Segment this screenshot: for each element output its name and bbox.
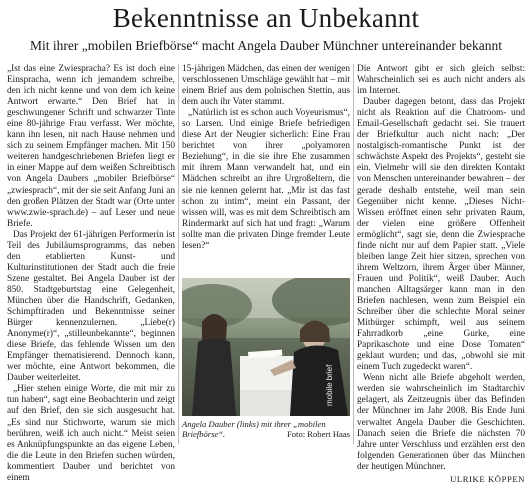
- article-column-2: [182, 64, 350, 252]
- author-byline: ULRIKE KÖPPEN: [450, 473, 525, 484]
- paragraph: „Hier stehen einige Worte, die mit mir zu tun haben“, sagt eine Beobachterin und zeigt auf den Brief, den sie sich ausgesucht hat. „Es sind nur Stichworte, warum sie mich berühren, weiß ich auch nicht.“ Meist seien es Anknüpfungspunkte an das eigene Leben, die die Leute in den Briefen suchen würden, kommentiert Dauber und berichtet von einem: [7, 384, 175, 483]
- paragraph: „Ist das eine Zwiespracha? Es ist doch eine Einspracha, wenn ich jemandem schreibe, den ich nicht kenne und von dem ich keine Antwort erwarte.“ Den Brief hat in geschwungener Schrift und schwarzer Tinte eine 80-jährige Frau verfasst. Wer möchte, kann ihn lesen, nit nach Hause nehmen und sich zu seinem Empfänger machen. Mit 150 weiteren handgeschriebenen Briefen liegt er in einer Mappe auf dem weißen Schreibtisch von Angela Daubers „mobiler Briefbörse“ „zwiesprach“, mit der sie seit Anfang Juni an den großen Plätzen der Stadt war (Orte unter www.zwie-sprach.de) – auf Leser und neue Briefe.: [7, 64, 175, 229]
- article-column-1: [7, 64, 175, 484]
- paragraph: Die Antwort gibt er sich gleich selbst: Wahrscheinlich sei es auch nicht anders als im Internet.: [357, 64, 525, 97]
- photo-credit: Foto: Robert Haas: [286, 429, 350, 440]
- column-divider: [353, 64, 354, 444]
- paragraph: Wenn nicht alle Briefe abgeholt werden, werden sie wahrscheinlich im Stadtarchiv gelagert, als Zeitzeugnis über das Befinden der Münchner im Jahr 2008. Bis Ende Juni verwaltet Angela Dauber die Geschichten. Danach seien die Briefe die nächsten 70 Jahre unter Verschluss und erzählen erst den folgenden Generationen über das München der heutigen Münchner.: [357, 373, 525, 472]
- paragraph: Dauber dagegen betont, dass das Projekt nicht als Reaktion auf die Chatroom- und Email-Gesellschaft gedacht sei. Sie trauert der Briefkultur auch nicht nach: „Der nostalgisch-romantische Punkt ist der schwächste Aspekt des Projekts“, gesteht sie ein. Vielmehr will sie den direkten Kontakt von Menschen untereinander bewahren – der gerade deshalb entstehe, weil man sein Gegenüber nicht kenne. „Dieses Nicht-Wissen eröffnet einen sehr privaten Raum, der vielen eine größere Offenheit ermöglicht“, sagt sie, denn die Zwiesprache finde nicht nur auf dem Papier statt. „Viele bleiben lange Zeit hier sitzen, sprechen von ihrem Weltzorn, ihrem Ärger über Männer, Frauen und Politik“, weiß Dauber. Auch manchen Alltagsärger kann man in den Briefen nachlesen, wenn zum Beispiel ein Schreiber über die schlechte Moral seiner Mitbürger schimpft, weil aus seinem Fahrradkorb „eine Gurke, eine Paprikaschote und eine Dose Tomaten“ geklaut wurden; und das, „obwohl sie mit einem Tuch zugedeckt waren“.: [357, 97, 525, 373]
- headline: Bekenntnisse an Unbekannt: [112, 3, 420, 33]
- photo-caption: [182, 419, 350, 440]
- caption-text: Angela Dauber (links) mit ihrer „mobilen Briefbörse“.: [182, 419, 326, 440]
- column-divider: [178, 64, 179, 444]
- paragraph: Das Projekt der 61-jährigen Performerin ist Teil des Jubiläumsprogramms, das neben den etablierten Kunst- und Kulturinstitutionen der Stadt auch die freie Szene gestaltet. Bei Angela Dauber ist der 850. Stadtgeburtstag eine Gelegenheit, München über die Handschrift, Gedanken, Schimpftiraden und Bekenntnisse seiner Bürger kennenzulernen. „Liebe(r) Anonyme(r)“, „stilleunbekannte“, beginnen diese Briefe, das fehlende Wissen um den Empfänger thematisierend. Dennoch kann, wer möchte, eine Antwort bekommen, die Dauber weiterleitet.: [7, 229, 175, 384]
- desk-sign: mobile brief: [325, 364, 334, 406]
- paragraph: 15-jährigen Mädchen, das einen der wenigen verschlossenen Umschläge gewählt hat – mit einem Brief aus dem polnischen Stettin, aus dem auch ihr Vater stammt.: [182, 64, 350, 108]
- article-column-3: [357, 64, 525, 485]
- article-photo: [182, 278, 350, 416]
- paragraph: „Natürlich ist es schon auch Voyeurismus“, so Larsen. Und einige Briefe befriedigen diese Art der Neugier sicherlich: Eine Frau berichtet von ihrer „polyamoren Beziehung“, in die sie ihre Ehe zusammen mit ihrem Mann verwandelt hat, und ein Mädchen schreibt an ihre Urgroßeltern, die sie nie kennen gelernt hat. „Mir ist das fast schon zu intim“, meint ein Passant, der wissen will, was es mit dem Schreibtisch am Rindermarkt auf sich hat und fragt: „Warum sollte man die privaten Dinge fremder Leute lesen?“: [182, 108, 350, 251]
- subheadline: Mit ihrer „mobilen Briefbörse“ macht Angela Dauber Münchner untereinander bekannt: [30, 38, 502, 53]
